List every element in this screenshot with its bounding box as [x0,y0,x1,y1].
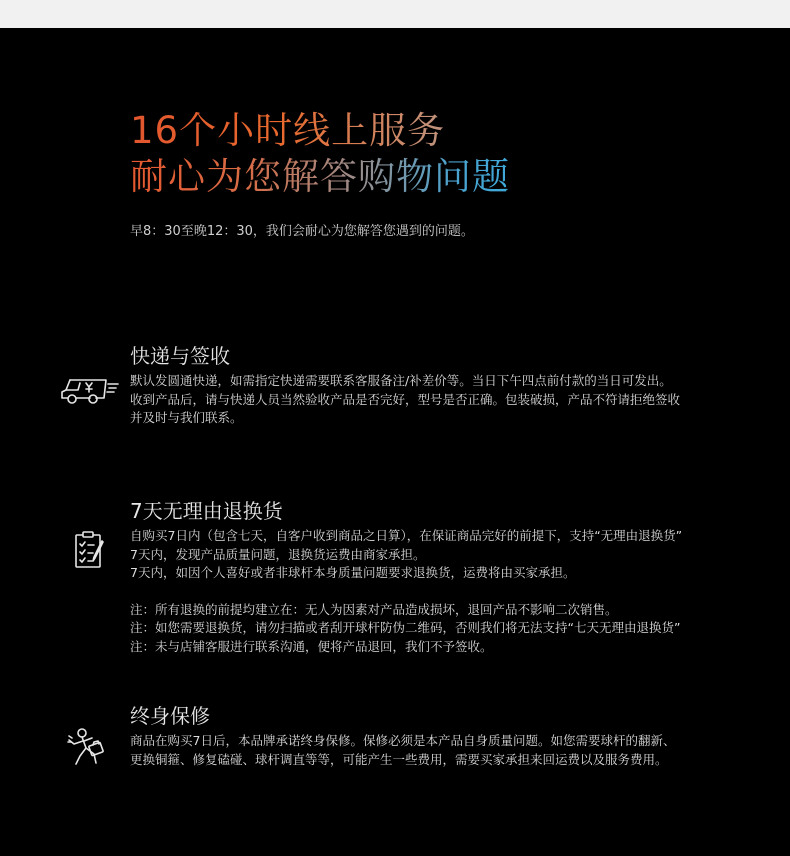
hero-title-line-2: 耐心为您解答购物问题 [130,155,510,198]
section-body-warranty [130,732,760,769]
section-body-returns [130,527,760,656]
service-hours-text: 早8：30至晚12：30，我们会耐心为您解答您遇到的问题。 [130,224,474,239]
returns-line: 7天内，发现产品质量问题，退换货运费由商家承担。 [130,546,426,562]
hero-title-line-1: 16个小时线上服务 [130,108,510,154]
section-title-delivery: 快递与签收 [130,344,230,368]
section-title-returns: 7天无理由退换货 [130,499,283,523]
warranty-line: 商品在购买7日后，本品牌承诺终身保修。保修必须是本产品自身质量问题。如您需要球杆的翻新、 [130,733,676,748]
repair-worker-icon [66,726,110,766]
returns-line: 自购买7日内（包含七天，自客户收到商品之日算），在保证商品完好的前提下，支持“无理由退换货” [130,528,683,543]
delivery-line: 默认发圆通快递，如需指定快递需要联系客服备注/补差价等。当日下午四点前付款的当日可发出。 [130,373,672,388]
delivery-truck-icon [60,374,120,406]
warranty-line: 更换铜箍、修复磕碰、球杆调直等等，可能产生一些费用，需要买家承担来回运费以及服务费用。 [130,751,668,767]
returns-line: 7天内，如因个人喜好或者非球杆本身质量问题要求退换货，运费将由买家承担。 [130,565,576,580]
returns-note: 注：如您需要退换货，请勿扫描或者刮开球杆防伪二维码，否则我们将无法支持“七天无理由退换货” [130,620,681,635]
delivery-line: 收到产品后，请与快递人员当然验收产品是否完好，型号是否正确。包装破损，产品不符请拒绝签收 [130,391,681,407]
top-bar [0,0,790,28]
returns-note: 注：未与店铺客服进行联系沟通，便将产品退回，我们不予签收。 [130,638,493,654]
delivery-line: 并及时与我们联系。 [130,410,243,425]
hero-heading [130,108,510,200]
returns-note: 注：所有退换的前提均建立在：无人为因素对产品造成损坏，退回产品不影响二次销售。 [130,601,618,617]
clipboard-check-icon [74,530,106,570]
section-body-delivery [130,372,760,428]
section-title-warranty: 终身保修 [130,704,210,728]
